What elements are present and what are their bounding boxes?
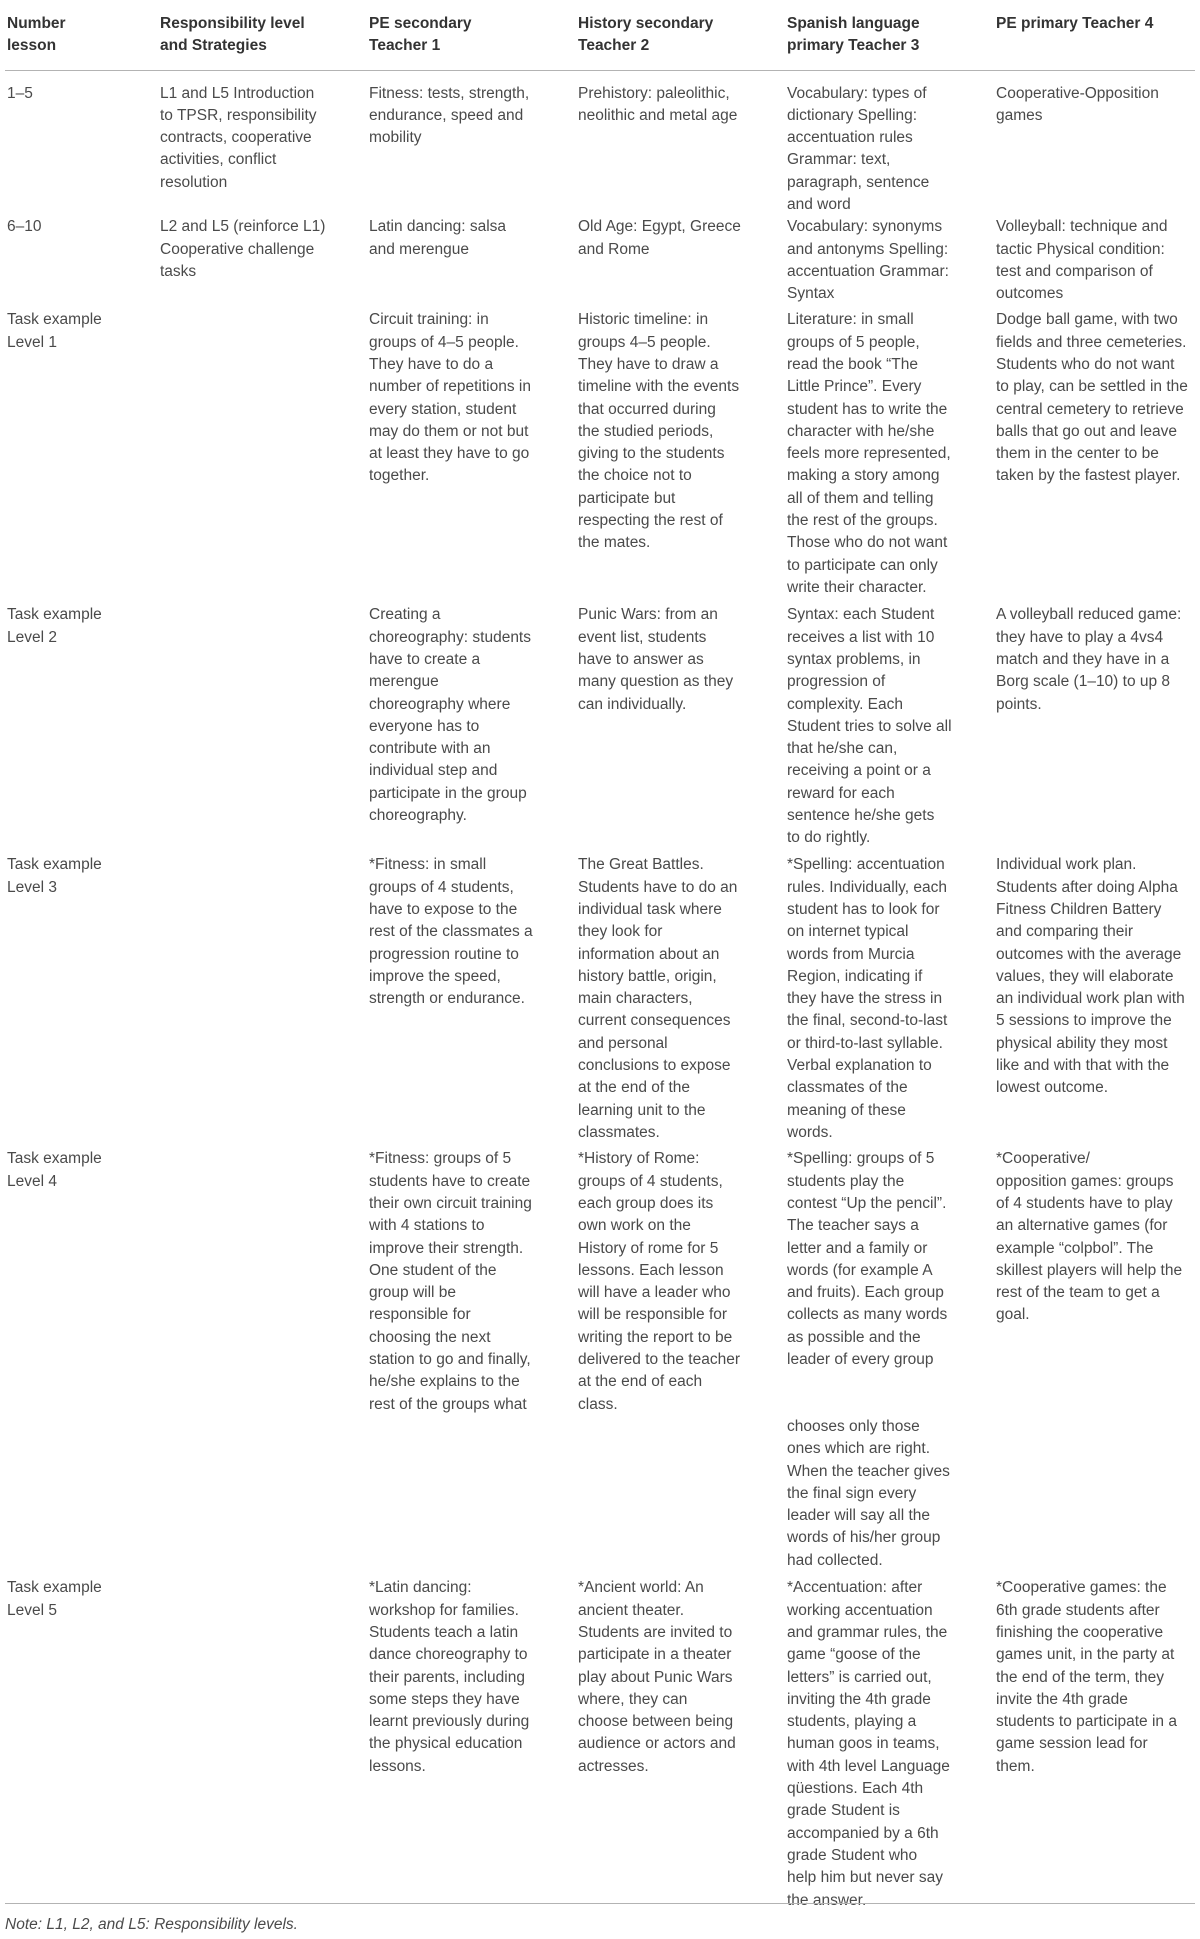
table-cell: Task example Level 2 bbox=[7, 606, 102, 646]
table-cell: L1 and L5 Introduction to TPSR, responsibility contracts, cooperative activities, conflict resolution bbox=[160, 84, 317, 191]
table-cell: Syntax: each Student receives a list with 10 syntax problems, in progression of complexity. Each Student tries to solve all that he/she can, receiving a point or a reward for each sentence he/she gets to do rightly. bbox=[787, 606, 952, 847]
table-cell: Old Age: Egypt, Greece and Rome bbox=[578, 218, 741, 258]
table-body bbox=[5, 70, 1195, 1912]
table-cell: *Accentuation: after working accentuation and grammar rules, the game “goose of the letters” is carried out, inviting the 4th grade students, playing a human goos in teams, with 4th level Language qüestions. Each 4th grade Student is accompanied by a 6th grade Student who help him but never say the answer. bbox=[787, 1579, 950, 1909]
table-cell bbox=[158, 1577, 367, 1911]
header-number-lesson: Number lesson bbox=[5, 7, 158, 70]
table-header bbox=[5, 7, 1195, 70]
table-row bbox=[5, 1148, 1195, 1577]
header-pe-primary: PE primary Teacher 4 bbox=[994, 7, 1195, 70]
table-cell: Vocabulary: synonyms and antonyms Spelling: accentuation Grammar: Syntax bbox=[787, 218, 949, 303]
table-cell: Prehistory: paleolithic, neolithic and metal age bbox=[578, 84, 738, 124]
table-cell: Task example Level 4 bbox=[7, 1150, 102, 1190]
header-row bbox=[5, 7, 1195, 70]
table-cell: *Cooperative games: the 6th grade students after finishing the cooperative games unit, in the party at the end of the term, they invite the 4th grade students to participate in a game session lead for them. bbox=[996, 1579, 1177, 1775]
table-cell: Fitness: tests, strength, endurance, speed and mobility bbox=[369, 84, 530, 147]
table-cell: Punic Wars: from an event list, students have to answer as many question as they can individually. bbox=[578, 606, 734, 713]
table-cell: *History of Rome: groups of 4 students, each group does its own work on the History of rome for 5 lessons. Each lesson will have a leader who will be responsible for writing the report to be delivered to the teacher at the end of each class. bbox=[578, 1150, 740, 1413]
table-cell: Dodge ball game, with two fields and three cemeteries. Students who do not want to play, can be settled in the central cemetery to retrieve balls that go out and leave them in the center to be taken by the fastest player. bbox=[996, 311, 1188, 485]
table-cell: Cooperative-Opposition games bbox=[996, 84, 1159, 124]
table-cell: Latin dancing: salsa and merengue bbox=[369, 218, 507, 258]
table-cell: A volleyball reduced game: they have to play a 4vs4 match and they have in a Borg scale (1–10) to up 8 points. bbox=[996, 606, 1182, 713]
table-row bbox=[5, 854, 1195, 1148]
table-cell: *Latin dancing: workshop for families. Students teach a latin dance choreography to their parents, including some steps they have learnt previously during the physical education lessons. bbox=[369, 1579, 530, 1775]
table-cell: The Great Battles. Students have to do an individual task where they look for information about an history battle, origin, main characters, current consequences and personal conclusions to expose at the end of the learning unit to the classmates. bbox=[578, 856, 738, 1141]
table-row bbox=[5, 604, 1195, 854]
table-cell: *Spelling: groups of 5 students play the contest “Up the pencil”. The teacher says a letter and a family or words (for example A and fruits). Each group collects as many words as possible and the leader of every group chooses only those ones which are right. When the teacher gives the final sign every leader will say all the words of his/her group had collected. bbox=[787, 1150, 950, 1569]
table-cell: L2 and L5 (reinforce L1) Cooperative challenge tasks bbox=[160, 218, 326, 280]
table-cell bbox=[158, 604, 367, 854]
header-responsibility-level: Responsibility level and Strategies bbox=[158, 7, 367, 70]
table-row bbox=[5, 1577, 1195, 1911]
table-cell: Task example Level 3 bbox=[7, 856, 102, 896]
table-cell: Circuit training: in groups of 4–5 people. They have to do a number of repetitions in every station, student may do them or not but at least they have to go together. bbox=[369, 311, 531, 485]
table-cell: Individual work plan. Students after doing Alpha Fitness Children Battery and comparing their outcomes with the average values, they will elaborate an individual work plan with 5 sessions to improve the physical ability they most like and with that with the lowest outcome. bbox=[996, 856, 1185, 1097]
table-row bbox=[5, 216, 1195, 309]
table-cell bbox=[158, 309, 367, 604]
table-cell: *Spelling: accentuation rules. Individually, each student has to look for on internet typical words from Murcia Region, indicating if they have the stress in the final, second-to-last or third-to-last syllable. Verbal explanation to classmates of the meaning of these words. bbox=[787, 856, 948, 1141]
header-history-secondary: History secondary Teacher 2 bbox=[576, 7, 785, 70]
table-cell: Literature: in small groups of 5 people, read the book “The Little Prince”. Every student has to write the character with he/she feels more represented, making a story among all of them and telling the rest of the groups. Those who do not want to participate can only write their character. bbox=[787, 311, 951, 596]
table-row bbox=[5, 309, 1195, 604]
table-cell: Task example Level 1 bbox=[7, 311, 102, 351]
table-footnote: Note: L1, L2, and L5: Responsibility levels. bbox=[5, 1903, 1195, 1934]
table-cell: 1–5 bbox=[7, 84, 33, 102]
table-cell: *Cooperative/ opposition games: groups of 4 students have to play an alternative games (for example “colpbol”. The skillest players will help the rest of the team to get a goal. bbox=[996, 1150, 1183, 1324]
table-cell: *Fitness: in small groups of 4 students, have to expose to the rest of the classmates a progression routine to improve the speed, strength or endurance. bbox=[369, 856, 533, 1008]
table-cell: Vocabulary: types of dictionary Spelling: accentuation rules Grammar: text, paragraph, sentence and word bbox=[787, 84, 930, 214]
table-cell: *Fitness: groups of 5 students have to create their own circuit training with 4 stations to improve their strength. One student of the group will be responsible for choosing the next station to go and finally, he/she explains to the rest of the groups what bbox=[369, 1150, 532, 1413]
table-cell: *Ancient world: An ancient theater. Students are invited to participate in a theater play about Punic Wars where, they can choose between being audience or actors and actresses. bbox=[578, 1579, 736, 1775]
table-cell: Volleyball: technique and tactic Physical condition: test and comparison of outcomes bbox=[996, 218, 1168, 303]
table-cell bbox=[158, 1148, 367, 1577]
table-cell: Task example Level 5 bbox=[7, 1579, 102, 1619]
lesson-plan-table bbox=[5, 7, 1195, 1912]
table-cell: Creating a choreography: students have to create a merengue choreography where everyone has to contribute with an individual step and participate in the group choreography. bbox=[369, 606, 531, 825]
header-spanish-primary: Spanish language primary Teacher 3 bbox=[785, 7, 994, 70]
table-cell: 6–10 bbox=[7, 218, 42, 236]
table-row bbox=[5, 70, 1195, 216]
table-cell bbox=[158, 854, 367, 1148]
header-pe-secondary: PE secondary Teacher 1 bbox=[367, 7, 576, 70]
table-cell: Historic timeline: in groups 4–5 people. They have to draw a timeline with the events that occurred during the studied periods, giving to the students the choice not to participate but respecting the rest of the mates. bbox=[578, 311, 740, 552]
